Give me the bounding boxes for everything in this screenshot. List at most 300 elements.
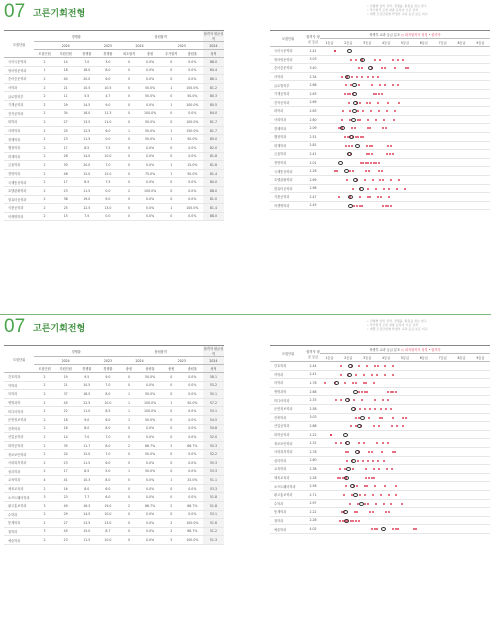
admitted-dot — [359, 205, 361, 207]
admitted-dot — [366, 365, 368, 367]
cell: 2 — [34, 75, 55, 84]
unit-name: 글로벌학부 — [270, 81, 306, 90]
cell: 51.2 — [203, 527, 224, 536]
grade-tick: 8등급 — [452, 354, 471, 362]
admitted-dot — [398, 102, 400, 104]
admitted-dot — [344, 93, 346, 95]
table-row — [4, 433, 224, 442]
cell: 100.0% — [182, 118, 203, 127]
avg-grade: 2.63 — [306, 89, 320, 98]
lowest-marker — [348, 364, 353, 368]
dot-strip — [320, 422, 490, 431]
cell: 41 — [55, 476, 76, 485]
unit-name: 체육교육과 — [4, 484, 34, 493]
admitted-dot — [362, 136, 364, 138]
admitted-dot — [377, 196, 379, 198]
admitted-dot — [388, 511, 390, 513]
cell: 11.5 — [76, 536, 97, 545]
cell: 1 — [161, 169, 182, 178]
admitted-dot — [353, 399, 355, 401]
cell: 14.5 — [76, 100, 97, 109]
cell: 0.0% — [182, 484, 203, 493]
unit-name: 광고홍보학과 — [270, 490, 306, 499]
distribution-row — [270, 47, 490, 56]
cell: 51.1 — [203, 476, 224, 485]
admitted-dot — [372, 76, 374, 78]
cell: 100.0% — [140, 398, 161, 407]
admitted-dot — [384, 84, 386, 86]
cell: 48 — [55, 169, 76, 178]
admitted-dot — [393, 119, 395, 121]
admitted-dot — [388, 494, 390, 496]
cell: 0.0% — [140, 58, 161, 67]
unit-name: 수학과 — [270, 499, 306, 508]
admitted-dot — [367, 188, 369, 190]
admitted-dot — [355, 59, 357, 61]
admitted-dot — [367, 460, 369, 462]
cell: 11.3 — [97, 109, 118, 118]
admitted-dot — [375, 188, 377, 190]
lowest-marker — [351, 118, 356, 122]
admitted-dot — [340, 442, 342, 444]
cell: 0 — [161, 484, 182, 493]
dot-strip — [320, 107, 490, 116]
table-row — [4, 109, 224, 118]
cell: 80.0 — [203, 135, 224, 144]
cell: 2 — [34, 152, 55, 161]
admitted-dot — [351, 145, 353, 147]
admitted-dot — [352, 170, 354, 172]
cell: 0 — [118, 195, 139, 204]
avg-grade: 2.98 — [306, 184, 320, 193]
table-row — [4, 212, 224, 221]
admitted-dot — [348, 102, 350, 104]
cell: 0.0% — [140, 143, 161, 152]
avg-grade: 2.69 — [306, 175, 320, 184]
cell: 50.0% — [140, 83, 161, 92]
cell: 12.0 — [97, 169, 118, 178]
cell: 1 — [161, 100, 182, 109]
avg-grade: 2.63 — [306, 107, 320, 116]
cell: 0.0% — [182, 433, 203, 442]
cell: 2 — [34, 381, 55, 390]
grade-tick: 4등급 — [377, 354, 396, 362]
admitted-dot — [368, 451, 370, 453]
distribution-row — [270, 150, 490, 159]
avg-grade: 2.88 — [306, 422, 320, 431]
cell: 2 — [34, 407, 55, 416]
admitted-dot — [382, 127, 384, 129]
cell: 50.0% — [140, 390, 161, 399]
dot-strip — [320, 465, 490, 474]
cell: 7.5 — [97, 178, 118, 187]
cell: 2 — [34, 467, 55, 476]
avg-grade: 2.60 — [306, 115, 320, 124]
cell: 0.0% — [182, 143, 203, 152]
admitted-dot — [395, 485, 397, 487]
cell: 4 — [34, 476, 55, 485]
avg-grade: 2.97 — [306, 499, 320, 508]
admitted-dot — [383, 503, 385, 505]
table-row — [4, 467, 224, 476]
admitted-dot — [387, 102, 389, 104]
cell: 0.0% — [182, 66, 203, 75]
lowest-marker — [355, 450, 360, 454]
admitted-dot — [389, 153, 391, 155]
avg-grade: 2.56 — [306, 482, 320, 491]
cell: 2 — [161, 441, 182, 450]
cell: 50.0% — [140, 118, 161, 127]
cell: 100.0% — [140, 109, 161, 118]
admitted-dot — [341, 76, 343, 78]
admitted-dot — [361, 67, 363, 69]
col-unit: 모집단위 — [270, 346, 306, 362]
admitted-dot — [387, 205, 389, 207]
distribution-row — [270, 107, 490, 116]
admitted-dot — [390, 145, 392, 147]
grade-tick: 3등급 — [358, 39, 377, 47]
cell: 38 — [55, 195, 76, 204]
cell: 50.0% — [140, 467, 161, 476]
cell: 88.0 — [203, 212, 224, 221]
cell: 17 — [55, 178, 76, 187]
cell: 0 — [118, 493, 139, 502]
cell: 3.0 — [97, 58, 118, 67]
admitted-dot — [365, 468, 367, 470]
unit-name: 국어국문학과 — [4, 58, 34, 67]
cell: 52.2 — [203, 450, 224, 459]
cell: 0 — [118, 450, 139, 459]
admitted-dot — [375, 119, 377, 121]
cell: 81.8 — [203, 152, 224, 161]
cell: 1 — [161, 83, 182, 92]
unit-name: 사학과 — [270, 72, 306, 81]
admitted-dot — [396, 425, 398, 427]
table-row — [4, 126, 224, 135]
admitted-dot — [340, 365, 342, 367]
cell: 81.4 — [203, 204, 224, 213]
cell: 0 — [118, 433, 139, 442]
admitted-dot — [363, 442, 365, 444]
admitted-dot — [341, 119, 343, 121]
cell: 2 — [34, 415, 55, 424]
dot-strip — [320, 404, 490, 413]
admitted-dot — [376, 374, 378, 376]
unit-name: 컴퓨터공학과 — [4, 195, 34, 204]
unit-name: 경영학과 — [270, 158, 306, 167]
cell: 88.0 — [203, 58, 224, 67]
cell: 0 — [161, 467, 182, 476]
admitted-dot — [356, 511, 358, 513]
cell: 16 — [55, 424, 76, 433]
subcol: 충원 — [140, 50, 161, 58]
cell: 50.0% — [140, 373, 161, 382]
grade-distribution — [270, 345, 490, 627]
col-grade: 합격자 평균성적 — [203, 32, 224, 41]
admitted-dot — [392, 391, 394, 393]
cell: 0.0% — [182, 510, 203, 519]
cell: 14 — [55, 433, 76, 442]
lowest-marker — [381, 527, 386, 531]
distribution-row — [270, 72, 490, 81]
distribution-row — [270, 193, 490, 202]
cell: 0.0% — [140, 152, 161, 161]
dot-strip — [320, 132, 490, 141]
cell: 12.0 — [76, 169, 97, 178]
distribution-row — [270, 184, 490, 193]
avg-grade: 3.40 — [306, 64, 320, 73]
dot-strip — [320, 98, 490, 107]
notes-box — [367, 319, 485, 332]
cell: 18.5 — [76, 390, 97, 399]
cell: 66.7% — [140, 501, 161, 510]
admitted-dot — [358, 520, 360, 522]
unit-name: 산업공학과 — [270, 422, 306, 431]
admitted-dot — [378, 425, 380, 427]
admitted-dot — [378, 468, 380, 470]
admitted-dot — [388, 188, 390, 190]
admitted-dot — [392, 84, 394, 86]
cell: 0.0% — [182, 450, 203, 459]
cell: 66.7% — [182, 501, 203, 510]
cell: 100.0% — [182, 519, 203, 528]
unit-name: 소프트웨어학과 — [270, 482, 306, 491]
avg-grade: 2.01 — [306, 158, 320, 167]
cell: 11 — [55, 92, 76, 101]
distribution-table — [270, 30, 490, 210]
cell: 0 — [161, 373, 182, 382]
cell: 13.0 — [97, 204, 118, 213]
admitted-dot — [405, 417, 407, 419]
admitted-dot — [364, 391, 366, 393]
admission-table — [4, 30, 224, 312]
cell: 100.0% — [140, 186, 161, 195]
cell: 7.0 — [97, 381, 118, 390]
admitted-dot — [355, 374, 357, 376]
cell: 2 — [118, 186, 139, 195]
admitted-dot — [354, 127, 356, 129]
year-2023: 2023 — [161, 357, 203, 365]
subcol: 충원율 — [182, 365, 203, 373]
cell: 22 — [55, 407, 76, 416]
cell: 8.5 — [76, 467, 97, 476]
cell: 28 — [55, 152, 76, 161]
cell: 2 — [34, 109, 55, 118]
cell: 19.0 — [97, 501, 118, 510]
cell: 27 — [55, 118, 76, 127]
cell: 0 — [118, 143, 139, 152]
cell: 0 — [118, 519, 139, 528]
admitted-dot — [397, 528, 399, 530]
admitted-dot — [352, 382, 354, 384]
admitted-dot — [385, 511, 387, 513]
lowest-marker — [352, 109, 357, 113]
lowest-marker — [350, 484, 355, 488]
cell: 1 — [161, 204, 182, 213]
admitted-dot — [352, 468, 354, 470]
admitted-dot — [402, 425, 404, 427]
admitted-dot — [359, 408, 361, 410]
cell: 8.0 — [97, 390, 118, 399]
dot-strip — [320, 387, 490, 396]
dot-strip — [320, 150, 490, 159]
admitted-dot — [368, 153, 370, 155]
unit-name: 의생명학과 — [270, 201, 306, 210]
results-table — [4, 345, 224, 545]
distribution-row — [270, 413, 490, 422]
cell: 1 — [161, 135, 182, 144]
cell: 0 — [118, 118, 139, 127]
admitted-dot — [384, 485, 386, 487]
avg-grade: 2.22 — [306, 508, 320, 517]
admitted-dot — [350, 425, 352, 427]
cell: 0.0% — [182, 58, 203, 67]
unit-name: 소프트웨어학과 — [4, 493, 34, 502]
cell: 1 — [118, 398, 139, 407]
admitted-dot — [371, 528, 373, 530]
admitted-dot — [361, 76, 363, 78]
cell: 50.0% — [182, 92, 203, 101]
cell: 81.7 — [203, 126, 224, 135]
subcol: 모집인원 — [34, 365, 55, 373]
cell: 0 — [118, 100, 139, 109]
dot-strip — [320, 430, 490, 439]
avg-grade: 2.33 — [306, 396, 320, 405]
unit-name: 전자공학과 — [270, 98, 306, 107]
unit-name: 통계학과 — [270, 508, 306, 517]
admitted-dot — [338, 196, 340, 198]
col-fill: 충원합격 — [118, 31, 202, 42]
col-avg: 합격자 평균 등급 — [306, 346, 320, 362]
cell: 0 — [118, 152, 139, 161]
lowest-marker — [344, 169, 349, 173]
dist-title: 학생부 교과 등급 분포 — [369, 33, 401, 37]
cell: 15.0 — [76, 527, 97, 536]
cell: 0 — [118, 536, 139, 545]
cell: 13.0 — [97, 519, 118, 528]
cell: 14.5 — [76, 510, 97, 519]
cell: 0.0% — [182, 212, 203, 221]
admitted-dot — [383, 188, 385, 190]
lowest-marker — [357, 424, 362, 428]
admitted-dot — [344, 382, 346, 384]
unit-name: 미디어학과 — [4, 407, 34, 416]
cell: 100.0% — [140, 407, 161, 416]
lowest-marker — [343, 510, 348, 514]
distribution-row — [270, 115, 490, 124]
cell: 2 — [34, 441, 55, 450]
cell: 0.0% — [140, 458, 161, 467]
note-line: • 전형별 입학 성적, 경쟁률, 충원율 정보 참고 — [367, 319, 427, 323]
grade-tick: 6등급 — [414, 39, 433, 47]
admitted-dot — [391, 425, 393, 427]
admitted-dot — [380, 494, 382, 496]
cell: 2 — [34, 100, 55, 109]
admitted-dot — [374, 408, 376, 410]
cell: 11.5 — [76, 135, 97, 144]
cell: 16.3 — [76, 501, 97, 510]
cell: 8.0 — [97, 66, 118, 75]
unit-name: 기계공학과 — [4, 100, 34, 109]
unit-name: 문헌정보학과 — [270, 404, 306, 413]
table-row — [4, 398, 224, 407]
cell: 45 — [55, 527, 76, 536]
cell: 84.4 — [203, 66, 224, 75]
lowest-marker — [360, 416, 365, 420]
cell: 40 — [55, 75, 76, 84]
admitted-dot — [361, 391, 363, 393]
admitted-dot — [367, 127, 369, 129]
admitted-dot — [366, 153, 368, 155]
admitted-dot — [336, 170, 338, 172]
admitted-dot — [371, 84, 373, 86]
admitted-dot — [349, 503, 351, 505]
cell: 84.0 — [203, 109, 224, 118]
admitted-dot — [384, 374, 386, 376]
unit-name: 회계학과 — [4, 152, 34, 161]
dot-strip — [320, 184, 490, 193]
table-row — [4, 458, 224, 467]
cell: 10.5 — [76, 381, 97, 390]
admitted-dot — [324, 382, 326, 384]
cell: 0 — [161, 75, 182, 84]
admitted-dot — [401, 503, 403, 505]
unit-name: 중어중문학과 — [4, 75, 34, 84]
cell: 9.0 — [97, 373, 118, 382]
table-row — [4, 519, 224, 528]
cell: 0.0% — [140, 204, 161, 213]
table-row — [4, 373, 224, 382]
cell: 6.0 — [97, 75, 118, 84]
admitted-dot — [357, 460, 359, 462]
cell: 6.0 — [97, 458, 118, 467]
note-line: • 전형별 입학 성적, 경쟁률, 충원율 정보 참고 — [367, 4, 427, 8]
cell: 80.5 — [203, 100, 224, 109]
admitted-dot — [373, 425, 375, 427]
avg-grade: 2.31 — [306, 439, 320, 448]
admitted-dot — [379, 417, 381, 419]
unit-name: 미디어학과 — [270, 396, 306, 405]
table-row — [4, 195, 224, 204]
unit-name: 교육학과 — [270, 465, 306, 474]
cell: 0 — [161, 58, 182, 67]
cell: 23 — [55, 536, 76, 545]
cell: 16 — [55, 484, 76, 493]
cell: 0 — [161, 450, 182, 459]
admitted-dot — [367, 119, 369, 121]
cell: 9.0 — [97, 100, 118, 109]
cell: 0.0% — [182, 493, 203, 502]
admitted-dot — [365, 170, 367, 172]
admitted-dot — [381, 417, 383, 419]
grade-tick: 4등급 — [377, 39, 396, 47]
table-row — [4, 536, 224, 545]
distribution-row — [270, 490, 490, 499]
admitted-dot — [369, 127, 371, 129]
cell: 29 — [55, 510, 76, 519]
admitted-dot — [387, 442, 389, 444]
cell: 16.0 — [76, 109, 97, 118]
admitted-dot — [346, 179, 348, 181]
unit-name: 예술학과 — [270, 525, 306, 534]
cell: 7.0 — [76, 58, 97, 67]
lowest-marker — [353, 390, 358, 394]
admitted-dot — [364, 494, 366, 496]
lowest-marker — [352, 92, 357, 96]
cell: 100.0% — [182, 204, 203, 213]
table-row — [4, 92, 224, 101]
admitted-dot — [364, 179, 366, 181]
